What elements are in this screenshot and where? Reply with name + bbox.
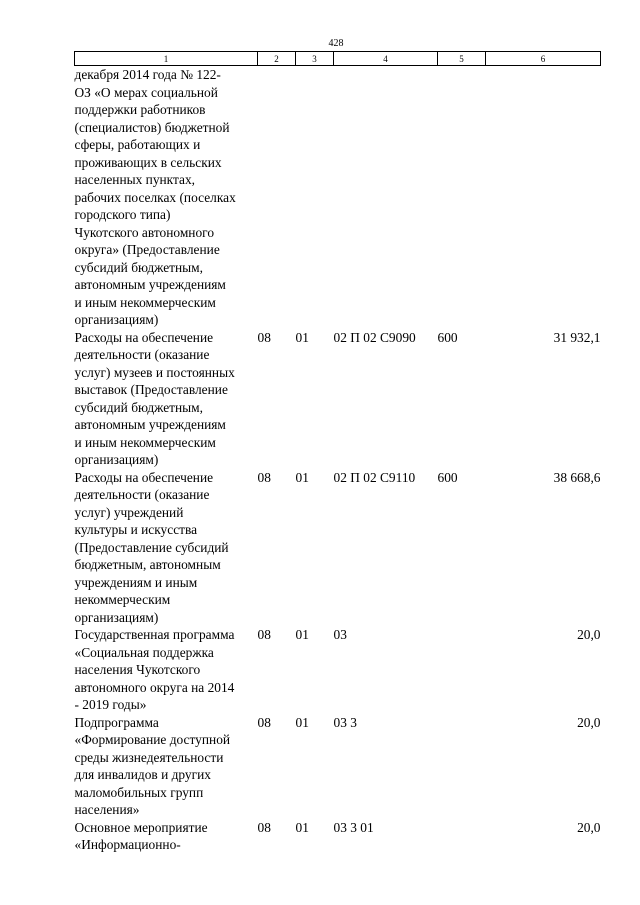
description-line: автономным учреждениям (74, 277, 226, 292)
description-line: Подпрограмма (74, 714, 159, 730)
subsection-code: 01 (295, 627, 309, 642)
section-code (258, 66, 296, 329)
column-number-2: 2 (258, 52, 296, 66)
description-line: декабря 2014 года № 122- (74, 67, 221, 82)
description-line: населения» (74, 802, 140, 817)
section-code: 08 (257, 819, 271, 835)
description-line: проживающих в сельских (74, 154, 222, 170)
section-code: 08 (257, 469, 271, 485)
budget-table (74, 51, 601, 854)
column-number-5: 5 (438, 52, 486, 66)
subsection-code (296, 66, 334, 329)
subsection-code: 01 (295, 714, 309, 730)
page-number: 428 (328, 38, 344, 49)
target-article-code: 03 3 (333, 714, 357, 730)
description-line: (специалистов) бюджетной (74, 119, 230, 135)
target-article-code (334, 66, 438, 329)
description-line: Основное мероприятие (74, 819, 208, 835)
subsection-code: 01 (295, 329, 309, 345)
column-number-3: 3 (296, 52, 334, 66)
amount: 38 668,6 (553, 469, 601, 485)
column-number-4: 4 (334, 52, 438, 66)
table-header-row (75, 52, 601, 66)
description-line: маломобильных групп (74, 784, 204, 800)
target-article-code: 02 П 02 С9110 (333, 469, 416, 485)
item-description (75, 469, 258, 627)
description-line: сферы, работающих и (74, 137, 201, 152)
expense-type-code (438, 626, 486, 714)
section-code: 08 (257, 329, 271, 345)
description-line: округа» (Предоставление (74, 242, 220, 257)
table-row (75, 819, 601, 854)
description-line: выставок (Предоставление (74, 382, 228, 397)
table-body (75, 66, 601, 854)
description-line: «Формирование доступной (74, 732, 231, 747)
amount: 20,0 (577, 819, 601, 835)
description-line: поддержки работников (74, 102, 206, 117)
description-line: (Предоставление субсидий (74, 539, 229, 555)
description-line: населенных пунктах, (74, 172, 196, 187)
description-line: субсидий бюджетным, (74, 259, 204, 275)
item-description (75, 329, 258, 469)
description-line: среды жизнедеятельности (74, 749, 224, 765)
description-line: Расходы на обеспечение (74, 469, 214, 485)
description-line: «Информационно- (74, 837, 181, 852)
description-line: автономным учреждениям (74, 417, 226, 432)
description-line: услуг) учреждений (74, 504, 184, 520)
target-article-code: 03 (333, 627, 347, 642)
description-line: деятельности (оказание (74, 347, 210, 362)
description-line: учреждениям и иным (74, 574, 198, 590)
expense-type-code: 600 (437, 329, 458, 345)
subsection-code: 01 (295, 819, 309, 835)
column-number-6: 6 (486, 52, 601, 66)
item-description (75, 714, 258, 819)
amount: 20,0 (577, 714, 601, 730)
description-line: и иным некоммерческим (74, 294, 216, 310)
description-line: организациям) (74, 452, 159, 467)
description-line: Расходы на обеспечение (74, 329, 214, 345)
description-line: Чукотского автономного (74, 224, 215, 240)
expense-type-code (438, 714, 486, 819)
description-line: Государственная программа (74, 627, 235, 642)
amount (486, 66, 601, 329)
section-code: 08 (257, 714, 271, 730)
amount: 20,0 (577, 627, 601, 642)
target-article-code: 02 П 02 С9090 (333, 329, 416, 345)
target-article-code: 03 3 01 (333, 819, 374, 835)
description-line: ОЗ «О мерах социальной (74, 84, 218, 100)
description-line: культуры и искусства (74, 522, 198, 537)
description-line: организациям) (74, 312, 159, 327)
description-line: рабочих поселках (поселках (74, 189, 236, 205)
description-line: городского типа) (74, 207, 171, 222)
description-line: - 2019 годы» (74, 697, 147, 712)
description-line: деятельности (оказание (74, 487, 210, 502)
description-line: для инвалидов и других (74, 767, 211, 782)
description-line: организациям) (74, 609, 159, 625)
description-line: автономного округа на 2014 (74, 679, 235, 695)
expense-type-code: 600 (437, 469, 458, 485)
table-row (75, 329, 601, 469)
description-line: и иным некоммерческим (74, 434, 216, 450)
description-line: некоммерческим (74, 592, 171, 607)
description-line: населения Чукотского (74, 662, 201, 677)
table-row (75, 66, 601, 329)
amount: 31 932,1 (553, 329, 601, 345)
expense-type-code (438, 819, 486, 854)
description-line: субсидий бюджетным, (74, 399, 204, 415)
item-description (75, 626, 258, 714)
description-line: бюджетным, автономным (74, 557, 221, 572)
subsection-code: 01 (295, 469, 309, 485)
section-code: 08 (257, 627, 271, 642)
item-description (75, 66, 258, 329)
description-line: «Социальная поддержка (74, 644, 214, 660)
item-description (75, 819, 258, 854)
column-number-1: 1 (75, 52, 258, 66)
table-row (75, 626, 601, 714)
description-line: услуг) музеев и постоянных (74, 364, 235, 380)
expense-type-code (438, 66, 486, 329)
table-row (75, 714, 601, 819)
table-row (75, 469, 601, 627)
